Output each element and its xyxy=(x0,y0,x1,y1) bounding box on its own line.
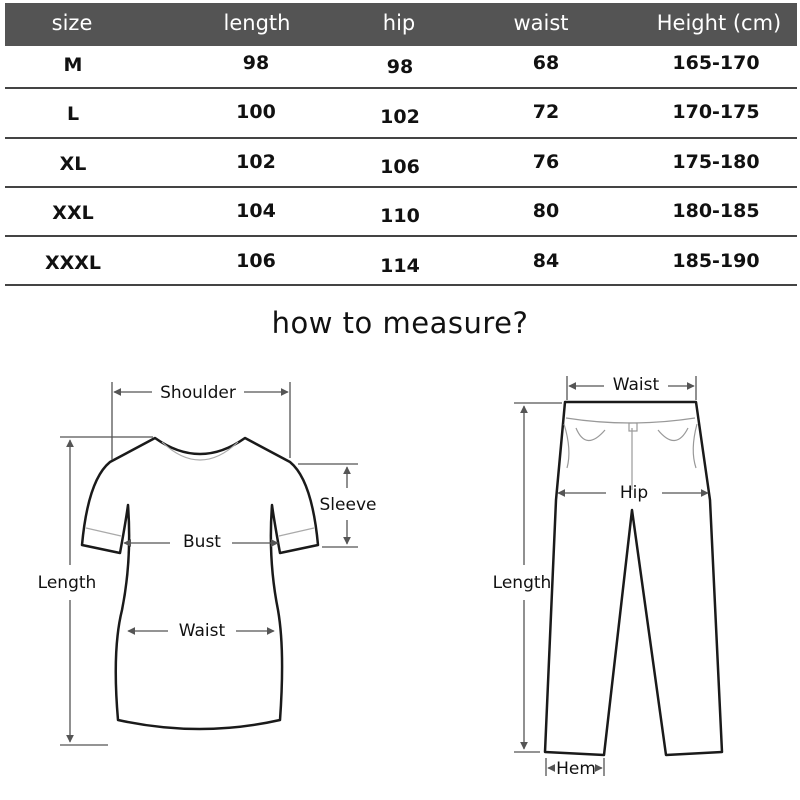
cell-size: L xyxy=(66,103,80,125)
cell-length: 98 xyxy=(242,52,270,74)
cell-length: 104 xyxy=(236,200,276,222)
cell-hip: 106 xyxy=(380,156,420,178)
header-size: size xyxy=(51,11,93,35)
cell-height: 165-170 xyxy=(672,52,760,74)
pants-length-label: Length xyxy=(492,573,552,593)
sleeve-label: Sleeve xyxy=(319,495,377,515)
header-waist: waist xyxy=(513,11,569,35)
cell-length: 106 xyxy=(236,250,276,272)
cell-length: 100 xyxy=(236,101,276,123)
cell-size: XL xyxy=(59,153,87,175)
cell-length: 102 xyxy=(236,151,276,173)
measure-guide-title: how to measure? xyxy=(271,306,529,340)
cell-waist: 80 xyxy=(532,200,560,222)
cell-size: M xyxy=(63,54,83,76)
cell-waist: 84 xyxy=(532,250,560,272)
shirt-waist-label: Waist xyxy=(178,621,226,641)
tshirt-outline xyxy=(82,438,318,729)
cell-height: 170-175 xyxy=(672,101,760,123)
pants-waist-label: Waist xyxy=(612,375,660,395)
cell-hip: 114 xyxy=(380,255,420,277)
hem-label: Hem xyxy=(556,759,596,779)
cell-height: 175-180 xyxy=(672,151,760,173)
cell-height: 185-190 xyxy=(672,250,760,272)
cell-size: XXL xyxy=(52,202,94,224)
cell-waist: 68 xyxy=(532,52,560,74)
pants-outline xyxy=(545,402,722,755)
header-height: Height (cm) xyxy=(656,11,782,35)
shirt-length-label: Length xyxy=(37,573,97,593)
header-hip: hip xyxy=(382,11,416,35)
cell-hip: 110 xyxy=(380,205,420,227)
shoulder-label: Shoulder xyxy=(160,383,236,403)
cell-waist: 72 xyxy=(532,101,560,123)
header-length: length xyxy=(223,11,291,35)
cell-waist: 76 xyxy=(532,151,560,173)
cell-hip: 98 xyxy=(386,56,414,78)
bust-label: Bust xyxy=(183,532,221,552)
cell-height: 180-185 xyxy=(672,200,760,222)
cell-size: XXXL xyxy=(44,252,102,274)
cell-hip: 102 xyxy=(380,106,420,128)
hip-label: Hip xyxy=(619,483,649,503)
